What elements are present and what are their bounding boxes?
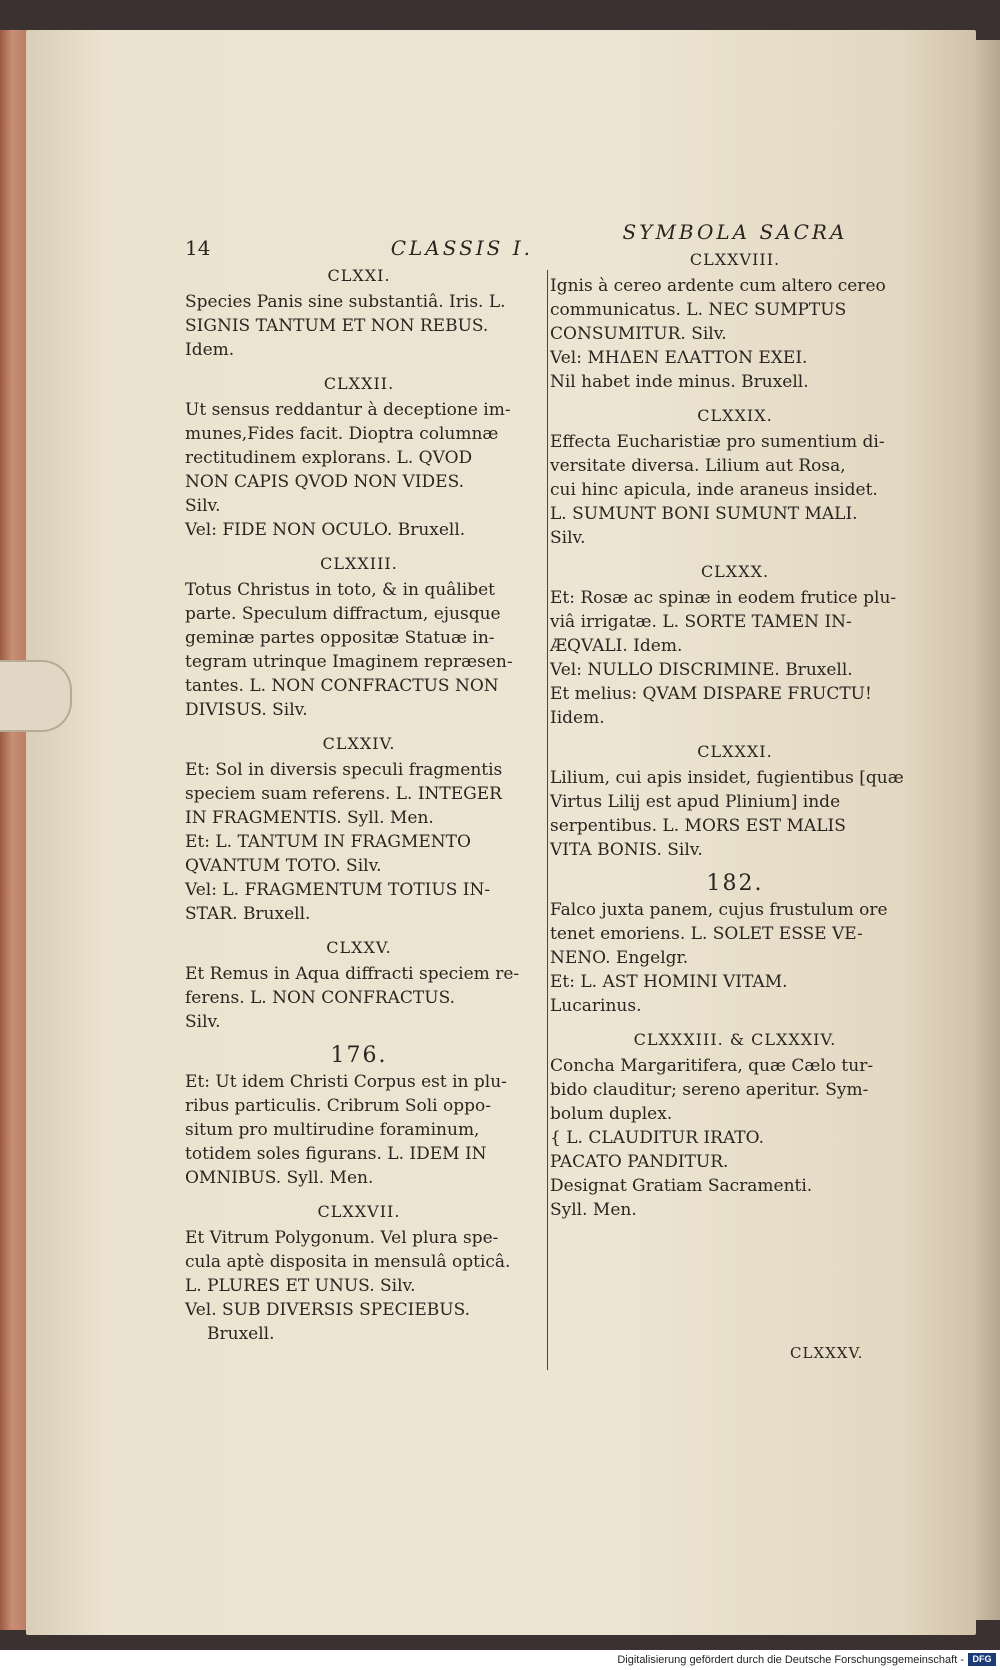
entry-line: cula aptè disposita in mensulâ opticâ. [185,1252,511,1272]
entry-line: Et Remus in Aqua diffracti speciem re- [185,964,520,984]
entry-line: Iidem. [550,708,605,728]
entry-line: Designat Gratiam Sacramenti. [550,1176,813,1196]
entry [185,936,533,1034]
entry-line: Et: L. TANTUM IN FRAGMENTO [185,832,471,852]
dfg-logo: DFG [968,1653,996,1666]
entry-line: Silv. [550,528,586,548]
entry-line: totidem soles figurans. L. IDEM IN [185,1144,487,1164]
entry-line: bolum duplex. [550,1104,673,1124]
entry-line: Vel: NULLO DISCRIMINE. Bruxell. [550,660,853,680]
left-column [185,236,533,1356]
entry-line: Et: Sol in diversis speculi fragmentis [185,760,503,780]
column-divider [547,270,548,1370]
entry-line: parte. Speculum diffractum, ejusque [185,604,501,624]
entry-line: tegram utrinque Imaginem repræsen- [185,652,513,672]
entry [550,404,920,550]
entry-title: CLXXIX. [697,406,773,425]
entry-line: OMNIBUS. Syll. Men. [185,1168,374,1188]
entry [550,560,920,730]
entry-line: ÆQVALI. Idem. [550,636,683,656]
entry-line: Lilium, cui apis insidet, fugientibus [quæ [550,768,904,788]
left-header [185,236,533,260]
entry-line: Ut sensus reddantur à deceptione im- [185,400,511,420]
entry-line: CONSUMITUR. Silv. [550,324,727,344]
running-head-right: SYMBOLA SACRA [622,220,848,244]
entry-line: Vel: L. FRAGMENTUM TOTIUS IN- [185,880,491,900]
entry-title: CLXXX. [700,562,770,581]
entry-line: Concha Margaritifera, quæ Cælo tur- [550,1056,874,1076]
entry-line: { L. CLAUDITUR IRATO. [550,1128,764,1148]
entry-line: Falco juxta panem, cujus frustulum ore [550,900,888,920]
entry-title: CLXXVIII. [689,250,781,269]
entry-line: Nil habet inde minus. Bruxell. [550,372,809,392]
entry-line: munes,Fides facit. Dioptra columnæ [185,424,499,444]
entry-line: Et Vitrum Polygonum. Vel plura spe- [185,1228,499,1248]
footer-text: Digitalisierung gefördert durch die Deutsche Forschungsgemeinschaft - [617,1654,964,1666]
entry-title: CLXXVII. [317,1202,401,1221]
entry-line: Lucarinus. [550,996,642,1016]
entry-line: NENO. Engelgr. [550,948,689,968]
entry-line: DIVISUS. Silv. [185,700,308,720]
entry-line: tantes. L. NON CONFRACTUS NON [185,676,499,696]
entry-line: VITA BONIS. Silv. [550,840,703,860]
entry-line: IN FRAGMENTIS. Syll. Men. [185,808,434,828]
entry-line: ribus particulis. Cribrum Soli oppo- [185,1096,491,1116]
entry-title: CLXXXI. [697,742,773,761]
entry-line: Et: Ut idem Christi Corpus est in plu- [185,1072,507,1092]
entry-line: Vel: ΜΗΔΕΝ ΕΛΑΤΤΟΝ ΕΧΕΙ. [550,348,808,368]
entry-title: 182. [706,871,764,896]
entry-line: Ignis à cereo ardente cum altero cereo [550,276,886,296]
entry-line: rectitudinem explorans. L. QVOD [185,448,473,468]
page-number: 14 [185,236,211,260]
entry [185,732,533,926]
entry-line: Vel: FIDE NON OCULO. Bruxell. [185,520,466,540]
entry-line: Vel. SUB DIVERSIS SPECIEBUS. Bruxell. [185,1300,471,1344]
right-column [550,220,920,1232]
entry-line: SIGNIS TANTUM ET NON REBUS. [185,316,489,336]
entry-line: Species Panis sine substantiâ. Iris. L. [185,292,506,312]
entry-line: Idem. [185,340,235,360]
entry-line: Virtus Lilij est apud Plinium] inde [550,792,841,812]
entry-line: Silv. [185,496,221,516]
entry-line: Et: L. AST HOMINI VITAM. [550,972,788,992]
entry-line: geminæ partes oppositæ Statuæ in- [185,628,495,648]
entry [550,248,920,394]
entry-line: L. SUMUNT BONI SUMUNT MALI. [550,504,858,524]
catchword: CLXXXV. [790,1344,864,1362]
entry-line: versitate diversa. Lilium aut Rosa, [550,456,846,476]
entry-line: QVANTUM TOTO. Silv. [185,856,382,876]
entry-line: NON CAPIS QVOD NON VIDES. [185,472,465,492]
entry-line: L. PLURES ET UNUS. Silv. [185,1276,416,1296]
footer-bar [0,1650,1000,1670]
entry [185,1200,533,1346]
entry-line: Syll. Men. [550,1200,637,1220]
next-page-edge [976,40,1000,1620]
entry-line: ferens. L. NON CONFRACTUS. [185,988,456,1008]
entry-title: CLXXXIII. & CLXXXIV. [633,1030,837,1049]
entry-title: CLXXIII. [320,554,398,573]
entry-line: bido clauditur; sereno aperitur. Sym- [550,1080,869,1100]
entry-line: STAR. Bruxell. [185,904,311,924]
entry [185,1044,533,1190]
entry-line: situm pro multirudine foraminum, [185,1120,480,1140]
entry-title: CLXXIV. [322,734,396,753]
entry-line: speciem suam referens. L. INTEGER [185,784,502,804]
entry [550,872,920,1018]
entry-line: communicatus. L. NEC SUMPTUS [550,300,847,320]
entry [550,740,920,862]
entry-line: Et: Rosæ ac spinæ in eodem frutice plu- [550,588,897,608]
entry [185,552,533,722]
entry-line: PACATO PANDITUR. [550,1152,729,1172]
entry-line: cui hinc apicula, inde araneus insidet. [550,480,878,500]
entry-line: serpentibus. L. MORS EST MALIS [550,816,846,836]
entry-line: tenet emoriens. L. SOLET ESSE VE- [550,924,863,944]
left-entries [185,264,533,1346]
entry-title: CLXXV. [326,938,392,957]
entry [550,1028,920,1222]
running-head-left: CLASSIS I. [390,236,533,260]
entry-line: Et melius: QVAM DISPARE FRUCTU! [550,684,872,704]
entry-title: 176. [330,1043,388,1068]
entry-title: CLXXI. [327,266,391,285]
entry [185,264,533,362]
entry-line: Effecta Eucharistiæ pro sumentium di- [550,432,885,452]
right-entries [550,248,920,1222]
entry-line: Totus Christus in toto, & in quâlibet [185,580,495,600]
entry-title: CLXXII. [323,374,395,393]
page-tab-marker [0,660,72,732]
entry-line: viâ irrigatæ. L. SORTE TAMEN IN- [550,612,852,632]
entry-line: Silv. [185,1012,221,1032]
entry [185,372,533,542]
